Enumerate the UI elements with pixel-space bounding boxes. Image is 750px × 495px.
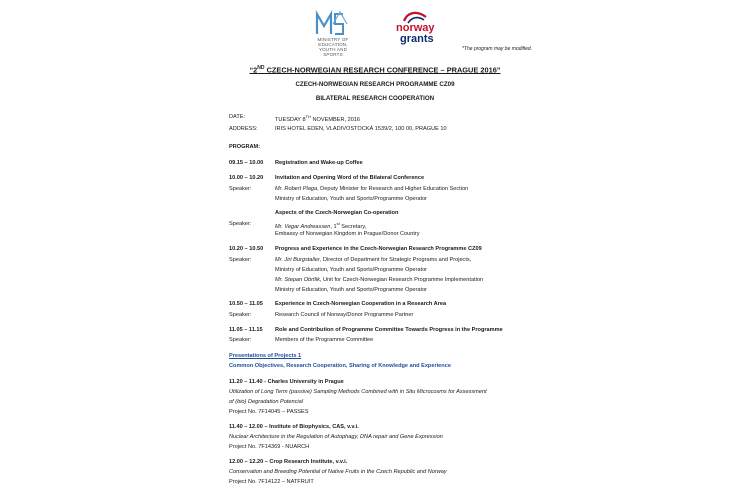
date-part: TUESDAY 8 xyxy=(275,116,306,123)
session-5-time: 11.05 – 11.15 xyxy=(229,327,263,333)
speaker-name: Mr. Robert Plaga xyxy=(275,186,318,192)
project-3-desc: Conservation and Breeding Potential of Native Fruits in the Czech Republic and Norway xyxy=(229,469,447,475)
session-2-speaker-2-line2: Embassy of Norwegian Kingdom in Prague/Donor Country xyxy=(275,231,420,237)
session-3-speaker-1-line2: Ministry of Education, Youth and Sports/Programme Operator xyxy=(275,267,428,273)
session-2-speaker-2-label: Speaker: xyxy=(229,221,252,227)
title-sup: ND xyxy=(257,65,265,71)
speaker-role-2: Secretary, xyxy=(339,223,367,230)
session-2-speaker-1-line2: Ministry of Education, Youth and Sports/Programme Operator xyxy=(275,196,428,202)
session-3-speaker-1 xyxy=(275,257,471,263)
session-2-title: Invitation and Opening Word of the Bilateral Conference xyxy=(275,175,425,181)
grants-word: grants xyxy=(400,33,434,45)
session-1-title: Registration and Wake-up Coffee xyxy=(275,160,363,166)
project-1-number: Project No. 7F14045 – PASSES xyxy=(229,409,309,415)
speaker-role: , Director of Department for Strategic Programs and Projects, xyxy=(319,257,472,263)
speaker-sup: st xyxy=(336,221,340,226)
session-5-speaker-label: Speaker: xyxy=(229,337,252,343)
project-1-desc-1: Utilization of Long Term (passive) Sampling Methods Combined with in Situ Microcosms for Assessment xyxy=(229,389,487,395)
presentations-subheading: Common Objectives, Research Cooperation, Sharing of Knowledge and Experience xyxy=(229,363,451,369)
session-2-speaker-label: Speaker: xyxy=(229,186,252,192)
session-2-time: 10.00 – 10.20 xyxy=(229,175,264,181)
project-3-number: Project No. 7F14122 – NATFRUIT xyxy=(229,479,314,485)
address-value: IRIS HOTEL EDEN, VLADIVOSTOCKÁ 1539/2, 100 00, PRAGUE 10 xyxy=(275,126,447,132)
speaker-role: , Unit for Czech-Norwegian Research Programme Implementation xyxy=(319,277,484,283)
programme-name: CZECH-NORWEGIAN RESEARCH PROGRAMME CZ09 xyxy=(295,81,455,88)
date-label: DATE: xyxy=(229,114,246,120)
session-5-speaker: Members of the Programme Committee xyxy=(275,337,374,343)
program-heading: PROGRAM: xyxy=(229,144,261,150)
project-2-heading: 11.40 – 12.00 – Institute of Biophysics, CAS, v.v.i. xyxy=(229,424,359,430)
date-value xyxy=(275,114,360,123)
session-3-title: Progress and Experience in the Czech-Norwegian Research Programme CZ09 xyxy=(275,246,482,252)
msmt-logo-mark xyxy=(309,10,355,38)
address-label: ADDRESS: xyxy=(229,126,258,132)
speaker-name: Mr. Jiri Burgstaller xyxy=(275,257,320,263)
session-4-speaker: Research Council of Norway/Donor Programme Partner xyxy=(275,312,414,318)
norway-grants-logo xyxy=(394,11,440,49)
date-part-2: NOVEMBER, 2016 xyxy=(310,116,361,123)
project-2-number: Project No. 7F14369 - NUARCH xyxy=(229,444,310,450)
session-4-title: Experience in Czech-Norwegian Cooperation in a Research Area xyxy=(275,301,447,307)
session-3-speaker-label: Speaker: xyxy=(229,257,252,263)
speaker-role: , 1 xyxy=(330,223,337,230)
title-prefix: “2 xyxy=(249,65,258,75)
date-sup: TH xyxy=(305,114,311,119)
session-5-title: Role and Contribution of Programme Committee Towards Progress in the Programme xyxy=(275,327,503,333)
speaker-name: Mr. Vegar Andreassen xyxy=(275,223,331,230)
aspects-title: Aspects of the Czech-Norwegian Co-operation xyxy=(275,210,399,216)
session-4-time: 10.50 – 11.05 xyxy=(229,301,263,307)
speaker-role: , Deputy Minister for Research and Higher Education Section xyxy=(317,186,469,192)
session-2-speaker-2 xyxy=(275,221,366,230)
project-1-heading: 11.20 – 11.40 - Charles University in Prague xyxy=(229,379,344,385)
session-1-time: 09.15 – 10.00 xyxy=(229,160,264,166)
ministry-name xyxy=(311,37,355,57)
cooperation-title: BILATERAL RESEARCH COOPERATION xyxy=(315,95,435,102)
project-2-desc: Nuclear Architecture in the Regulation of Autophagy, DNA repair and Gene Expression xyxy=(229,434,443,440)
project-3-heading: 12.00 – 12.20 – Crop Research Institute, v.v.i. xyxy=(229,459,348,465)
session-2-speaker-1 xyxy=(275,186,468,192)
title-rest: CZECH-NORWEGIAN RESEARCH CONFERENCE – PRAGUE 2016” xyxy=(264,65,501,75)
msmt-logo xyxy=(309,10,355,57)
norway-word: norway xyxy=(396,22,435,34)
session-4-speaker-label: Speaker: xyxy=(229,312,252,318)
session-3-speaker-2-line2: Ministry of Education, Youth and Sports/Programme Operator xyxy=(275,287,428,293)
session-3-time: 10.20 – 10.50 xyxy=(229,246,264,252)
ministry-line-2: YOUTH AND SPORTS xyxy=(318,47,348,57)
ministry-line-1: MINISTRY OF EDUCATION, xyxy=(317,37,349,47)
speaker-name: Mr. Stepan Obrtlik xyxy=(275,277,320,283)
presentations-heading: Presentations of Projects 1 xyxy=(229,353,302,359)
project-1-desc-2: of (bio) Degradation Potencial xyxy=(229,399,304,405)
conference-title xyxy=(0,65,750,74)
program-note: *The program may be modified. xyxy=(462,46,533,52)
session-3-speaker-2 xyxy=(275,277,483,283)
